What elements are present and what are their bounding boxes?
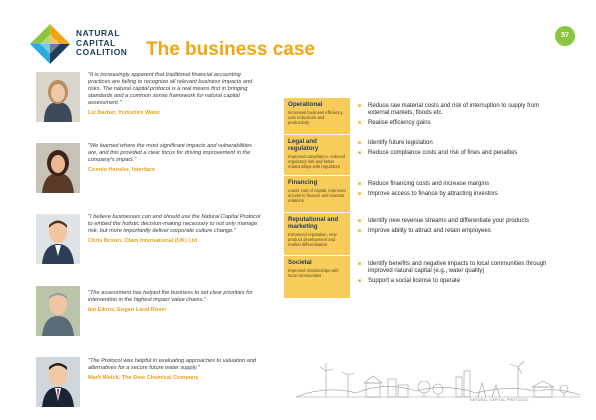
- benefits-cell: [350, 98, 568, 132]
- category-description: Improved compliance, reduced regulatory risk and better relationships with regulators: [288, 154, 346, 169]
- category-cell: [284, 98, 350, 134]
- benefit-item: ■ Reduce financing costs and increase margins: [358, 181, 562, 188]
- table-row: [284, 256, 568, 299]
- portrait-photo: [36, 214, 80, 264]
- portrait-photo: [36, 357, 80, 407]
- quote-author: Connie Hensler, Interface: [88, 167, 156, 173]
- table-row: [284, 98, 568, 135]
- quote-text: "We learned where the most significant impacts and vulnerabilities are, and this provided a clear focus for driving improvement in the company's impact.": [88, 143, 252, 163]
- benefit-item: ■ Reduce compliance costs and risk of fines and penalties: [358, 150, 562, 157]
- portrait-photo: [36, 286, 80, 336]
- quote-text: "It is increasingly apparent that traditional financial accounting practices are failing to recognize all relevant business impacts and risks. The natural capital protocol is a real means first in bringing standards and a common sense framework for natural capital assessment.": [88, 72, 253, 106]
- category-description: Improved relationships with local communities: [288, 268, 339, 278]
- portrait-photo: [36, 72, 80, 122]
- benefit-item: ■ Reduce raw material costs and risk of interruption to supply from external markets, floods etc.: [358, 103, 562, 117]
- benefit-item: ■ Identify new revenue streams and differentiate your products: [358, 218, 562, 225]
- landscape-illustration: [296, 357, 580, 401]
- benefit-item: ■ Support a social license to operate: [358, 278, 562, 285]
- testimonial-quote: [88, 214, 262, 245]
- category-name: Societal: [288, 259, 312, 266]
- category-name: Financing: [288, 179, 318, 186]
- org-line: CAPITAL: [76, 37, 116, 48]
- quote-text: "The assessment has helped the business to set clear priorities for intervention in the highest impact value chains.": [88, 290, 253, 303]
- quote-text: "I believe businesses can and should use the Natural Capital Protocol to embed the holistic decision-making necessary to not only manage risk, but more importantly deliver corporate culture change.": [88, 214, 261, 234]
- portrait-photo: [36, 143, 80, 193]
- testimonial-quote: [88, 143, 262, 174]
- category-name: Reputational and marketing: [288, 216, 339, 230]
- quote-author: Liz Barber, Yorkshire Water: [88, 110, 161, 116]
- quote-author: Mark Weick, The Dow Chemical Company: [88, 375, 199, 381]
- testimonial-quote: [88, 290, 262, 314]
- org-line: NATURAL: [76, 28, 121, 38]
- table-row: [284, 135, 568, 176]
- quote-text: "The Protocol was helpful in evaluating approaches to valuation and alternatives for a secure future water supply.": [88, 358, 257, 371]
- category-cell: [284, 135, 350, 175]
- category-name: Legal and regulatory: [288, 138, 319, 152]
- benefits-cell: [350, 256, 568, 290]
- illustration-caption: NATURAL CAPITAL PROTOCOL: [470, 398, 529, 402]
- benefit-item: ■ Realise efficiency gains: [358, 120, 562, 127]
- org-line: COALITION: [76, 47, 128, 58]
- category-description: Enhanced reputation, new product development and market differentiation: [288, 232, 337, 247]
- page-number-badge: 57: [555, 26, 575, 46]
- page-title: The business case: [146, 39, 315, 60]
- category-description: Lower cost of capital, improved access to finance and investor relations: [288, 188, 346, 203]
- natural-capital-coalition-logo: [28, 22, 72, 66]
- testimonial-quote: [88, 72, 262, 117]
- category-cell: [284, 213, 350, 255]
- category-description: Increased business efficiency, cost reductions and productivity: [288, 110, 344, 125]
- quote-author: Ian Elkins, Engen Land Rover: [88, 307, 167, 313]
- benefit-item: ■ Improve ability to attract and retain employees: [358, 228, 562, 235]
- table-row: [284, 213, 568, 256]
- benefits-cell: [350, 135, 568, 162]
- category-cell: [284, 256, 350, 298]
- testimonial-quote: [88, 358, 262, 382]
- quote-author: Chris Brown, Olam International (UK) Ltd: [88, 238, 198, 244]
- benefit-item: ■ Identify future legislation: [358, 140, 562, 147]
- category-name: Operational: [288, 101, 323, 108]
- category-cell: [284, 176, 350, 212]
- organization-name: [76, 29, 127, 58]
- benefits-cell: [350, 176, 568, 203]
- benefit-item: ■ Identify benefits and negative impacts to local communities through improved natural capital (e.g., water quality): [358, 261, 562, 275]
- benefit-item: ■ Improve access to finance by attracting investors: [358, 191, 562, 198]
- table-row: [284, 176, 568, 213]
- business-benefits-table: [284, 98, 568, 299]
- benefits-cell: [350, 213, 568, 240]
